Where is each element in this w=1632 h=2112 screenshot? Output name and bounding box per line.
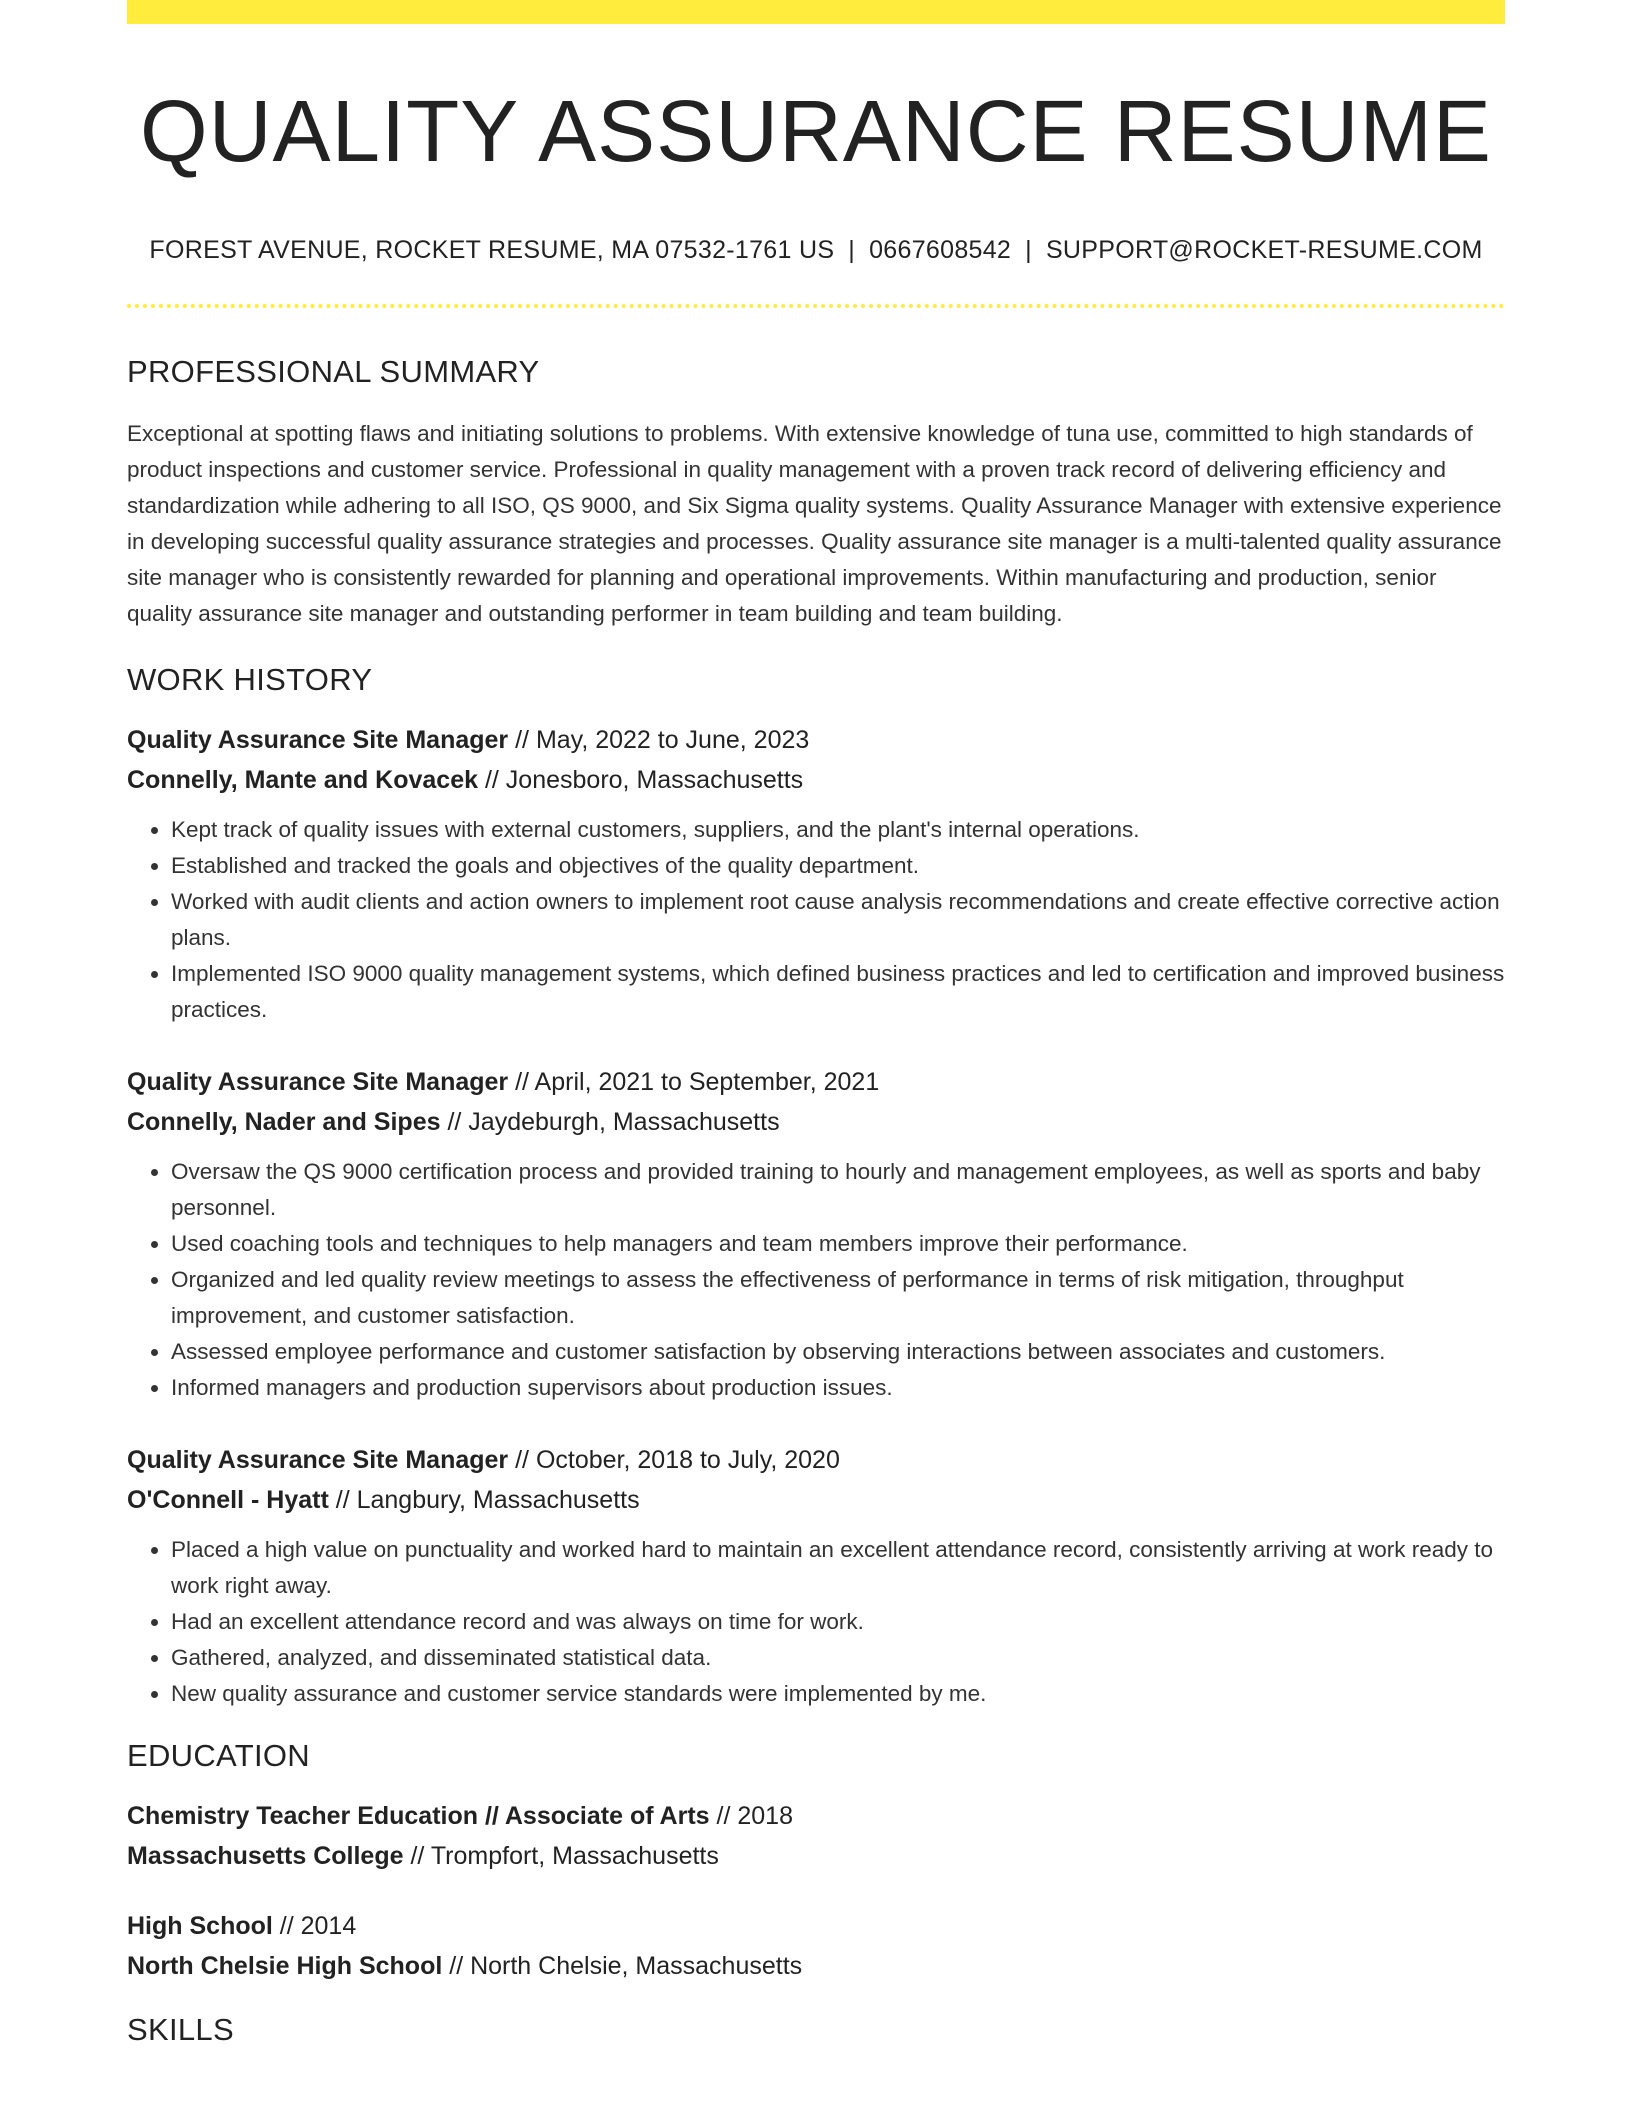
job-title-line bbox=[127, 1062, 1505, 1102]
list-item: • Placed a high value on punctuality and worked hard to maintain an excellent attendance record, consistently arriving at work ready to work right away. bbox=[171, 1532, 1505, 1604]
list-item: • Organized and led quality review meetings to assess the effectiveness of performance in terms of risk mitigation, throughput improvement, and customer satisfaction. bbox=[171, 1262, 1505, 1334]
contact-line bbox=[127, 236, 1505, 265]
job-location: // Jaydeburgh, Massachusetts bbox=[440, 1107, 780, 1136]
list-item: • Oversaw the QS 9000 certification process and provided training to hourly and management employees, as well as sports and baby personnel. bbox=[171, 1154, 1505, 1226]
job-title: Quality Assurance Site Manager bbox=[127, 1445, 509, 1474]
edu-year: // 2014 bbox=[272, 1911, 357, 1940]
company: O'Connell - Hyatt bbox=[127, 1485, 329, 1514]
email: SUPPORT@ROCKET-RESUME.COM bbox=[1045, 235, 1483, 264]
list-item: • Assessed employee performance and customer satisfaction by observing interactions between associates and customers. bbox=[171, 1334, 1505, 1370]
list-item: • Used coaching tools and techniques to help managers and team members improve their performance. bbox=[171, 1226, 1505, 1262]
accent-bar bbox=[127, 0, 1505, 24]
company: Connelly, Nader and Sipes bbox=[127, 1107, 441, 1136]
school-line bbox=[127, 1946, 1505, 1986]
company-line bbox=[127, 1102, 1505, 1142]
resume-page bbox=[127, 0, 1505, 2048]
job-entry bbox=[127, 1440, 1505, 1712]
school-location: // Trompfort, Massachusetts bbox=[403, 1841, 719, 1870]
education-entry bbox=[127, 1796, 1505, 1876]
school: North Chelsie High School bbox=[127, 1951, 443, 1980]
company: Connelly, Mante and Kovacek bbox=[127, 765, 479, 794]
school-line bbox=[127, 1836, 1505, 1876]
separator: | bbox=[848, 235, 856, 264]
degree-line bbox=[127, 1796, 1505, 1836]
edu-year: // 2018 bbox=[709, 1801, 793, 1830]
job-location: // Langbury, Massachusetts bbox=[328, 1485, 640, 1514]
school: Massachusetts College bbox=[127, 1841, 404, 1870]
dotted-divider bbox=[127, 304, 1505, 308]
education-entry bbox=[127, 1906, 1505, 1986]
list-item: • Kept track of quality issues with external customers, suppliers, and the plant's internal operations. bbox=[171, 812, 1505, 848]
school-location: // North Chelsie, Massachusetts bbox=[442, 1951, 803, 1980]
separator: | bbox=[1025, 235, 1032, 264]
section-heading-skills: SKILLS bbox=[127, 2011, 234, 2047]
list-item: • Worked with audit clients and action owners to implement root cause analysis recommendations and create effective corrective action plans. bbox=[171, 884, 1505, 956]
list-item: • New quality assurance and customer service standards were implemented by me. bbox=[171, 1676, 1505, 1712]
job-title-line bbox=[127, 720, 1505, 760]
job-bullets bbox=[127, 1154, 1505, 1406]
job-entry bbox=[127, 720, 1505, 1028]
address: FOREST AVENUE, ROCKET RESUME, MA 07532-1761 US bbox=[149, 235, 835, 264]
degree: High School bbox=[127, 1911, 273, 1940]
list-item: • Informed managers and production supervisors about production issues. bbox=[171, 1370, 1505, 1406]
job-title-line bbox=[127, 1440, 1505, 1480]
job-dates: // May, 2022 to June, 2023 bbox=[508, 725, 810, 754]
section-heading-education: EDUCATION bbox=[127, 1737, 310, 1773]
job-dates: // April, 2021 to September, 2021 bbox=[508, 1067, 880, 1096]
section-heading-summary: PROFESSIONAL SUMMARY bbox=[127, 353, 540, 389]
summary-text: Exceptional at spotting flaws and initiating solutions to problems. With extensive knowledge of tuna use, committed to high standards of product inspections and customer service. Professional in quality management with a proven track record of delivering efficiency and standardization while adhering to all ISO, QS 9000, and Six Sigma quality systems. Quality Assurance Manager with extensive experience in developing successful quality assurance strategies and processes. Quality assurance site manager is a multi-talented quality assurance site manager who is consistently rewarded for planning and operational improvements. Within manufacturing and production, senior quality assurance site manager and outstanding performer in team building and team building. bbox=[127, 420, 1502, 626]
list-item: • Gathered, analyzed, and disseminated statistical data. bbox=[171, 1640, 1505, 1676]
job-dates: // October, 2018 to July, 2020 bbox=[508, 1445, 840, 1474]
job-location: // Jonesboro, Massachusetts bbox=[478, 765, 804, 794]
company-line bbox=[127, 760, 1505, 800]
company-line bbox=[127, 1480, 1505, 1520]
job-bullets bbox=[127, 812, 1505, 1028]
list-item: • Established and tracked the goals and objectives of the quality department. bbox=[171, 848, 1505, 884]
job-title: Quality Assurance Site Manager bbox=[127, 1067, 509, 1096]
phone: 0667608542 bbox=[869, 235, 1012, 264]
list-item: • Implemented ISO 9000 quality management systems, which defined business practices and led to certification and improved business practices. bbox=[171, 956, 1505, 1028]
degree-line bbox=[127, 1906, 1505, 1946]
job-title: Quality Assurance Site Manager bbox=[127, 725, 509, 754]
list-item: • Had an excellent attendance record and was always on time for work. bbox=[171, 1604, 1505, 1640]
job-entry bbox=[127, 1062, 1505, 1406]
section-heading-work: WORK HISTORY bbox=[127, 661, 373, 697]
degree: Chemistry Teacher Education // Associate of Arts bbox=[127, 1801, 710, 1830]
page-title: QUALITY ASSURANCE RESUME bbox=[140, 83, 1492, 180]
job-bullets bbox=[127, 1532, 1505, 1712]
